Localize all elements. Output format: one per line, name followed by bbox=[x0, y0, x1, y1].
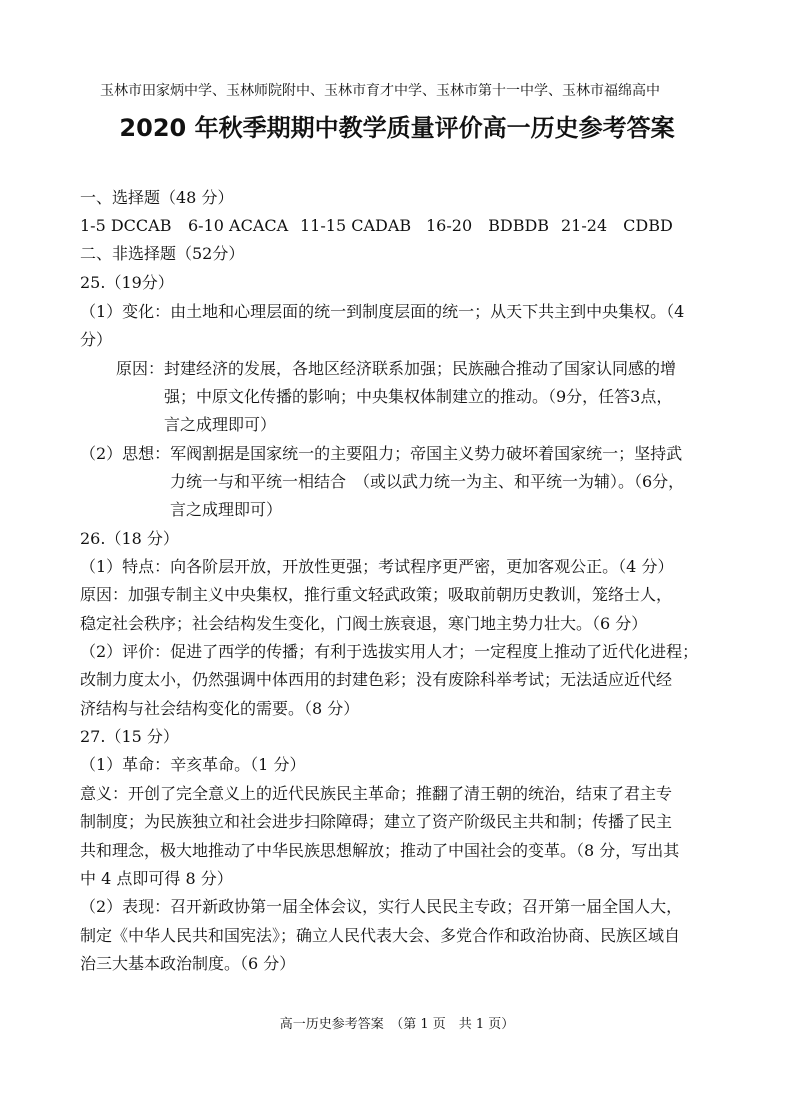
page-footer: 高一历史参考答案 （第 1 页 共 1 页） bbox=[279, 1017, 515, 1032]
mcq-answer-group: 21-24 CDBD bbox=[561, 216, 673, 235]
mcq-answer-group: 1-5 DCCAB bbox=[80, 216, 172, 235]
mcq-answers bbox=[80, 216, 673, 236]
mcq-answer-group: 6-10 ACACA bbox=[188, 216, 289, 235]
q25-part2-line: （2）思想：军阀割据是国家统一的主要阻力；帝国主义势力破坏着国家统一；坚持武 bbox=[80, 444, 683, 463]
q27-meaning-line: 制制度；为民族独立和社会进步扫除障碍；建立了资产阶级民主共和制；传播了民主 bbox=[80, 812, 673, 831]
section-1-heading: 一、选择题（48 分） bbox=[80, 188, 234, 207]
q25-reason-line: 言之成理即可） bbox=[164, 415, 277, 434]
page-title: 2020 年秋季期期中教学质量评价高一历史参考答案 bbox=[119, 114, 675, 142]
mcq-answer-group: 16-20 BDBDB bbox=[426, 216, 550, 235]
q26-heading: 26.（18 分） bbox=[80, 529, 179, 548]
q26-reason-line: 稳定社会秩序；社会结构发生变化，门阀士族衰退，寒门地主势力壮大。（6 分） bbox=[80, 614, 648, 633]
q25-part2-line: 力统一与和平统一相结合 （或以武力统一为主、和平统一为辅）。（6分， bbox=[170, 472, 685, 491]
q26-part2-line: 改制力度太小，仍然强调中体西用的封建色彩；没有废除科举考试；无法适应近代经 bbox=[80, 670, 673, 689]
q27-meaning-line: 中 4 点即可得 8 分） bbox=[80, 869, 233, 888]
q27-meaning-line: 共和理念，极大地推动了中华民族思想解放；推动了中国社会的变革。（8 分，写出其 bbox=[80, 841, 680, 860]
q26-part2-line: （2）评价：促进了西学的传播；有利于选拔实用人才；一定程度上推动了近代化进程； bbox=[80, 642, 699, 661]
q26-reason-line: 原因：加强专制主义中央集权，推行重文轻武政策；吸取前朝历史教训，笼络士人， bbox=[80, 585, 673, 604]
q25-part1: （1）变化：由土地和心理层面的统一到制度层面的统一；从天下共主到中央集权。（4 bbox=[80, 302, 685, 321]
q25-part2-line: 言之成理即可） bbox=[170, 500, 283, 519]
q27-part2-line: 治三大基本政治制度。（6 分） bbox=[80, 954, 296, 973]
q25-reason-line: 原因：封建经济的发展，各地区经济联系加强；民族融合推动了国家认同感的增 bbox=[116, 359, 677, 378]
q27-meaning-line: 意义：开创了完全意义上的近代民族民主革命；推翻了清王朝的统治，结束了君主专 bbox=[80, 784, 673, 803]
q25-part1-cont: 分） bbox=[80, 330, 113, 349]
mcq-answer-group: 11-15 CADAB bbox=[300, 216, 412, 235]
q26-part1: （1）特点：向各阶层开放，开放性更强；考试程序更严密，更加客观公正。（4 分） bbox=[80, 557, 674, 576]
q25-heading: 25.（19分） bbox=[80, 273, 174, 292]
q27-part2-line: （2）表现：召开新政协第一届全体会议，实行人民民主专政；召开第一届全国人大， bbox=[80, 897, 683, 916]
q26-part2-line: 济结构与社会结构变化的需要。（8 分） bbox=[80, 699, 360, 718]
section-2-heading: 二、非选择题（52分） bbox=[80, 244, 245, 263]
q27-part1: （1）革命：辛亥革命。（1 分） bbox=[80, 755, 306, 774]
q27-heading: 27.（15 分） bbox=[80, 727, 179, 746]
q27-part2-line: 制定《中华人民共和国宪法》；确立人民代表大会、多党合作和政治协商、民族区域自 bbox=[80, 926, 681, 945]
school-list: 玉林市田家炳中学、玉林师院附中、玉林市育才中学、玉林市第十一中学、玉林市福绵高中 bbox=[100, 83, 660, 99]
q25-reason-line: 强；中原文化传播的影响；中央集权体制建立的推动。（9分，任答3点， bbox=[164, 387, 673, 406]
